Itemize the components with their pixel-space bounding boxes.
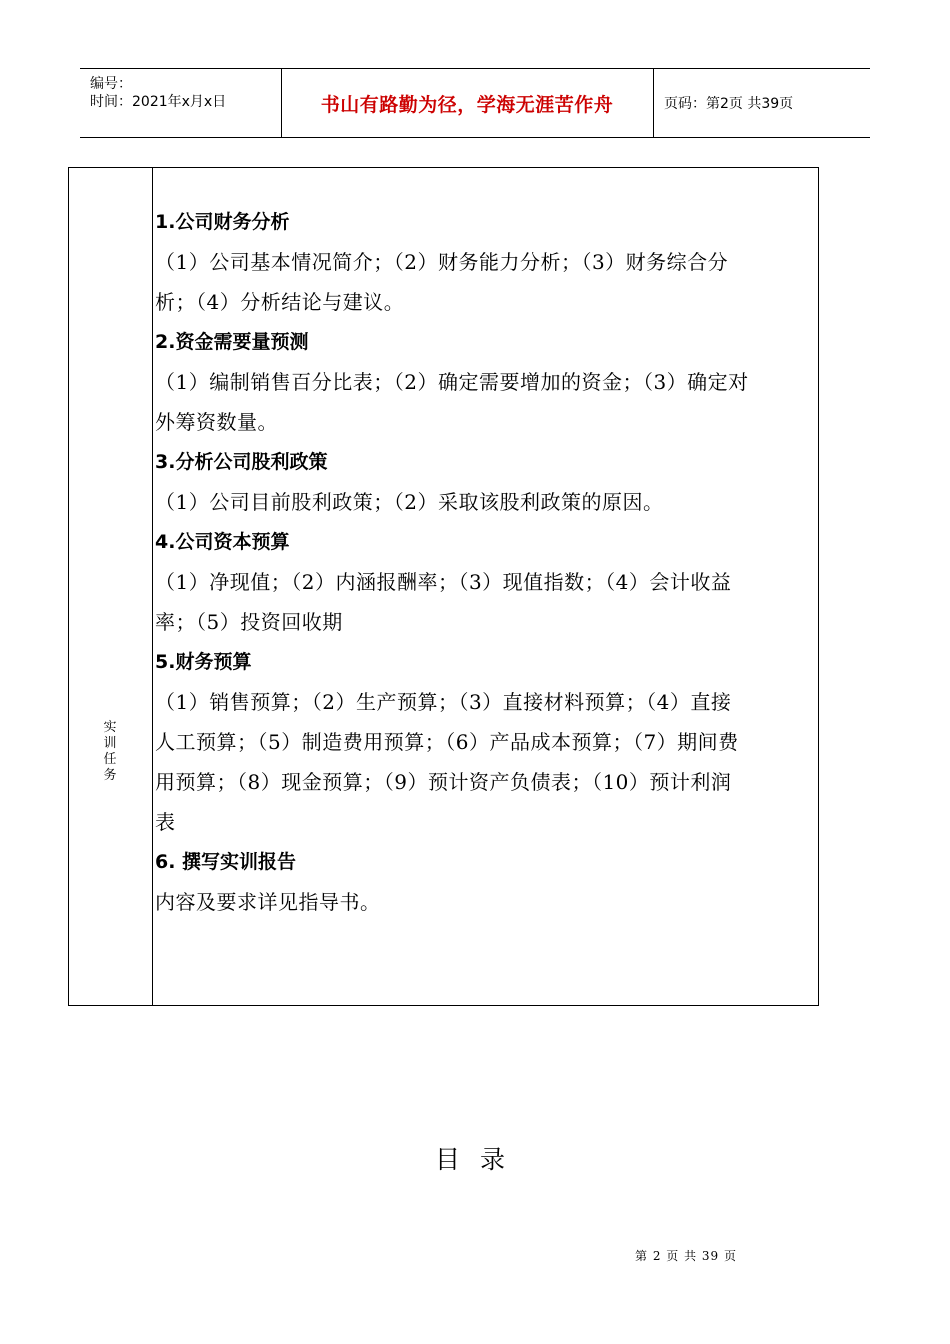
- section-line: 外筹资数量。: [155, 410, 278, 434]
- section-title: 2.资金需要量预测: [155, 331, 309, 353]
- section-body: [155, 362, 817, 442]
- section-title: 1.公司财务分析: [155, 211, 290, 233]
- section-body: [155, 682, 817, 842]
- section-line: 内容及要求详见指导书。: [155, 890, 381, 914]
- page-footer: 第 2 页 共 39 页: [635, 1249, 737, 1263]
- task-content: [155, 202, 817, 922]
- task-label-cell: [69, 168, 153, 1005]
- section-line: 人工预算；（5）制造费用预算；（6）产品成本预算；（7）期间费: [155, 730, 739, 754]
- section-body: [155, 482, 817, 522]
- task-table: [68, 167, 819, 1006]
- section-title: 6. 撰写实训报告: [155, 851, 297, 873]
- section-title: 3.分析公司股利政策: [155, 451, 328, 473]
- section-body: [155, 242, 817, 322]
- section-line: （1）销售预算；（2）生产预算；（3）直接材料预算；（4）直接: [155, 690, 732, 714]
- motto-text: 书山有路勤为径，学海无涯苦作舟: [320, 93, 614, 116]
- header-page-cell: [654, 69, 870, 137]
- section-line: 析；（4）分析结论与建议。: [155, 290, 405, 314]
- section-line: 用预算；（8）现金预算；（9）预计资产负债表；（10）预计利润: [155, 770, 732, 794]
- page-info: 页码：第2页 共39页: [664, 96, 794, 112]
- task-label: 实训任务: [103, 720, 117, 783]
- section-body: [155, 882, 817, 922]
- section-line: （1）编制销售百分比表；（2）确定需要增加的资金；（3）确定对: [155, 370, 749, 394]
- number-label: 编号：: [90, 76, 132, 92]
- section-line: （1）公司目前股利政策；（2）采取该股利政策的原因。: [155, 490, 664, 514]
- header-motto-cell: [281, 69, 654, 137]
- header-meta-cell: [80, 69, 282, 137]
- section-body: [155, 562, 817, 642]
- toc-title: 目录: [434, 1145, 525, 1174]
- section-line: 表: [155, 810, 176, 834]
- section-title: 5.财务预算: [155, 651, 252, 673]
- section-title: 4.公司资本预算: [155, 531, 290, 553]
- time-label: 时间：2021年x月x日: [90, 94, 227, 110]
- page-header: [80, 68, 870, 138]
- section-line: 率；（5）投资回收期: [155, 610, 343, 634]
- section-line: （1）净现值；（2）内涵报酬率；（3）现值指数；（4）会计收益: [155, 570, 732, 594]
- section-line: （1）公司基本情况简介；（2）财务能力分析；（3）财务综合分: [155, 250, 729, 274]
